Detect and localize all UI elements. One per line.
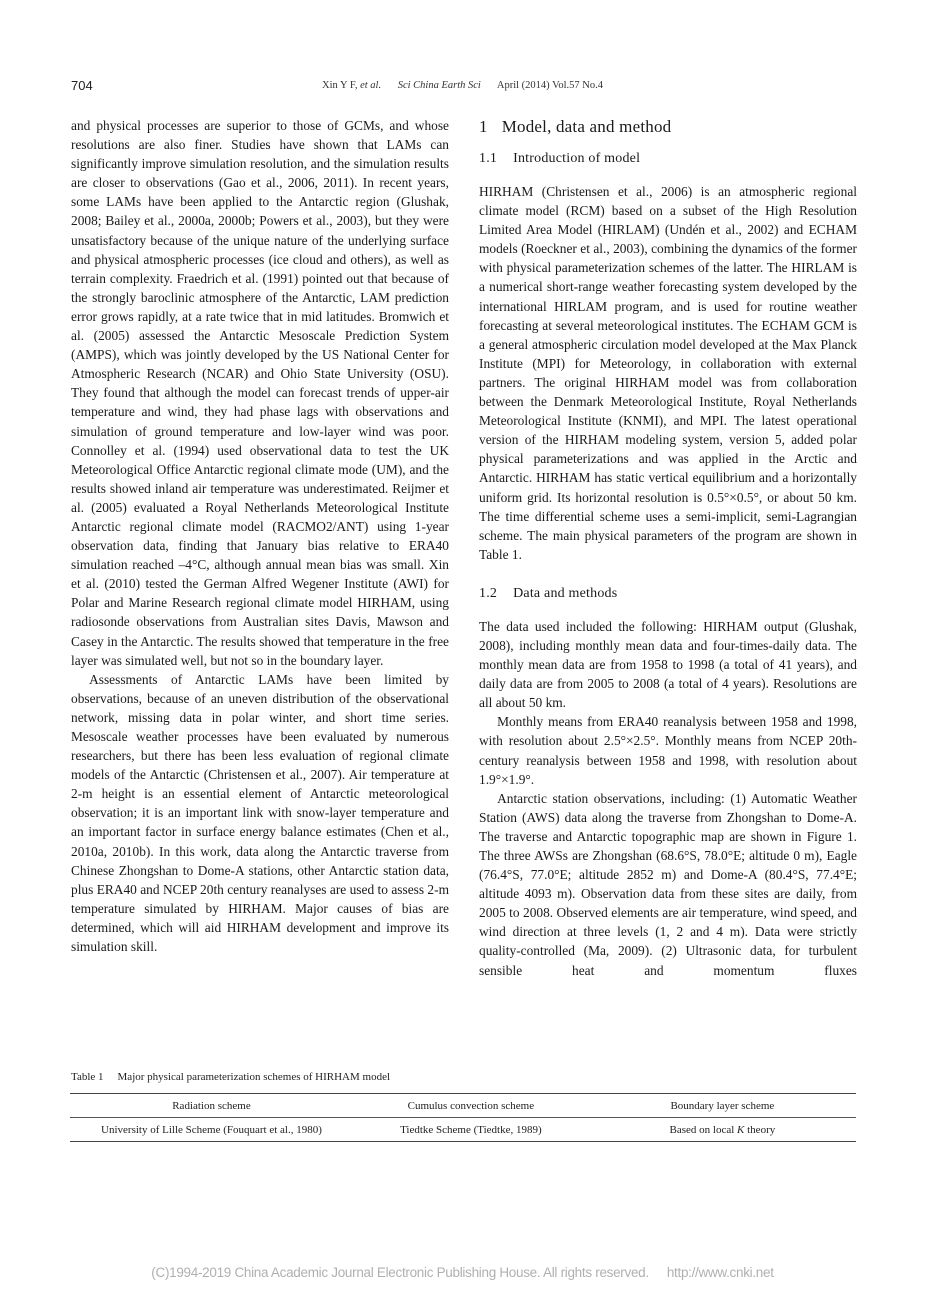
section-heading [479,116,857,138]
column-header-boundary-layer: Boundary layer scheme [670,1099,775,1112]
subsection-number: 1.1 [479,151,498,166]
section-title: Model, data and method [501,117,672,136]
footer-url: http://www.cnki.net [666,1265,774,1280]
table-number: Table 1 [71,1071,104,1083]
left-column [71,116,449,956]
copyright-footer [0,1265,925,1280]
body-paragraph: Assessments of Antarctic LAMs have been limited by observations, because of an uneven distribution of the observational network, missing data in polar winter, and short time series. Mesoscale weather processes have been evaluated by numerous researchers, but there has been less evaluation of regional climate models of the Antarctic (Christensen et al., 2007). Air temperature at 2-m height is an essential element of Antarctic meteorological observation; it is an important link with snow-layer temperature and an important factor in surface energy balance estimates (Chen et al., 2010a, 2010b). In this work, data along the Antarctic traverse from Chinese Zhongshan to Dome-A stations, other Antarctic station data, plus ERA40 and NCEP 20th century reanalyses are used to assess 2-m temperature simulated by HIRHAM. Major causes of bias are determined, which will aid HIRHAM development and improve its simulation skill. [71,671,449,955]
subsection-title: Introduction of model [513,151,641,166]
body-paragraph: The data used included the following: HIRHAM output (Glushak, 2008), including monthly mean data and four-times-daily data. The monthly mean data are from 1958 to 1998 (a total of 41 years), and daily data are from 2005 to 2008 (a total of 4 years). Resolutions are all about 50 km. [479,618,857,711]
table-caption [71,1071,390,1083]
table-row [70,1118,856,1142]
table [70,1093,856,1142]
cell-cumulus: Tiedtke Scheme (Tiedtke, 1989) [400,1123,542,1136]
column-header-radiation: Radiation scheme [172,1099,251,1112]
running-head-journal: Sci China Earth Sci [397,80,481,91]
body-paragraph: HIRHAM (Christensen et al., 2006) is an atmospheric regional climate model (RCM) based on a subset of the High Resolution Limited Area Model (HIRLAM) (Undén et al., 2002) and ECHAM models (Roeckner et al., 2003), combining the dynamics of the former with physical parameterization schemes of the latter. The HIRLAM is a numerical short-range weather forecasting system developed by the international HIRLAM program, and is used for routine weather forecasting at several meteorological institutes. The ECHAM GCM is a general atmospheric circulation model developed at the Max Planck Institute (MPI) for Meteorology, in collaboration with external partners. The original HIRHAM model was from collaboration between the Denmark Meteorological Institute, Royal Netherlands Meteorological Institute (KNMI), and MPI. The latest operational version of the HIRHAM modeling system, version 5, added polar physical parameterizations and was applied in the Arctic and Antarctic. HIRHAM has static vertical equilibrium and a horizontally uniform grid. Its horizontal resolution is 0.5°×0.5°, or about 50 km. The time differential scheme uses a semi-implicit, semi-Lagrangian scheme. The main physical parameters of the program are shown in Table 1. [479,184,857,562]
copyright-text: (C)1994-2019 China Academic Journal Electronic Publishing House. All rights reserved. [151,1265,649,1280]
page-number: 704 [71,78,93,93]
body-paragraph: and physical processes are superior to those of GCMs, and whose resolutions are also finer. Studies have shown that LAMs can significantly improve simulation resolution, and the simulation results are closer to observations (Gao et al., 2006, 2011). In recent years, some LAMs have been applied to the Antarctic region (Glushak, 2008; Bailey et al., 2000a, 2000b; Powers et al., 2003), but they were unsatisfactory because of the unique nature of the underlying surface and physical atmospheric processes (ice cloud and others), as well as terrain complexity. Fraedrich et al. (1991) pointed out that because of the strongly baroclinic atmosphere of the Antarctic, LAM prediction error grows rapidly, at a rate twice that in mid latitudes. Bromwich et al. (2005) assessed the Antarctic Mesoscale Prediction System (AMPS), which was jointly developed by the US National Center for Atmospheric Research (NCAR) and Ohio State University (OSU). They found that although the model can forecast trends of upper-air temperature and wind, they had phase lags with observations and simulation of ground temperature and low-layer wind was poor. Connolley et al. (1994) used observational data to test the UK Meteorological Office Antarctic regional climate mode (UM), and the results showed inland air temperature was underestimated. Reijmer et al. (2005) evaluated a Royal Netherlands Meteorological Institute Antarctic regional climate model (RACMO2/ANT) using 1-year observation data, finding that January bias relative to ERA40 simulation reached –4°C, although annual mean bias was small. Xin et al. (2010) tested the German Alfred Wegener Institute (AWI) for Polar and Marine Research regional climate model HIRHAM, using radiosonde observations from Australian sites Davis, Mawson and Casey in the Antarctic. The results showed that temperature in the free layer was simulated well, but not so in the boundary layer. [71,118,449,668]
section-number: 1 [479,117,488,136]
running-head-issue: April (2014) Vol.57 No.4 [496,80,603,91]
body-paragraph: Antarctic station observations, including: (1) Automatic Weather Station (AWS) data along the traverse from Zhongshan to Dome-A. The traverse and Antarctic topographic map are shown in Figure 1. The three AWSs are Zhongshan (68.6°S, 78.0°E; altitude 0 m), Eagle (76.4°S, 77.0°E; altitude 2852 m) and Dome-A (80.4°S, 77.4°E; altitude 4093 m). Observation data from these sites are daily, from 2005 to 2008. Observed elements are air temperature, wind speed, and wind direction at three levels (1, 2 and 4 m). Data were strictly quality-controlled (Ma, 2009). (2) Ultrasonic data, for turbulent sensible heat and momentum fluxes [479,790,857,978]
cell-radiation: University of Lille Scheme (Fouquart et al., 1980) [101,1123,322,1136]
table-caption-text: Major physical parameterization schemes of HIRHAM model [117,1071,391,1083]
right-column [479,116,857,980]
subsection-heading [479,150,857,168]
column-header-cumulus: Cumulus convection scheme [407,1099,535,1112]
cell-boundary-layer: Based on local K theory [669,1123,776,1136]
running-head [0,80,925,91]
table-header-row [70,1094,856,1118]
subsection-title: Data and methods [513,585,618,601]
subsection-heading [479,585,857,603]
subsection-number: 1.2 [479,585,498,601]
body-paragraph: Monthly means from ERA40 reanalysis between 1958 and 1998, with resolution about 2.5°×2.5°. Monthly means from NCEP 20th-century reanalysis between 1958 and 1998, with resolution about 1.9°×1.9°. [479,714,857,787]
parameterization-table [70,1093,856,1142]
running-head-authors: Xin Y F, et al. [322,80,382,91]
